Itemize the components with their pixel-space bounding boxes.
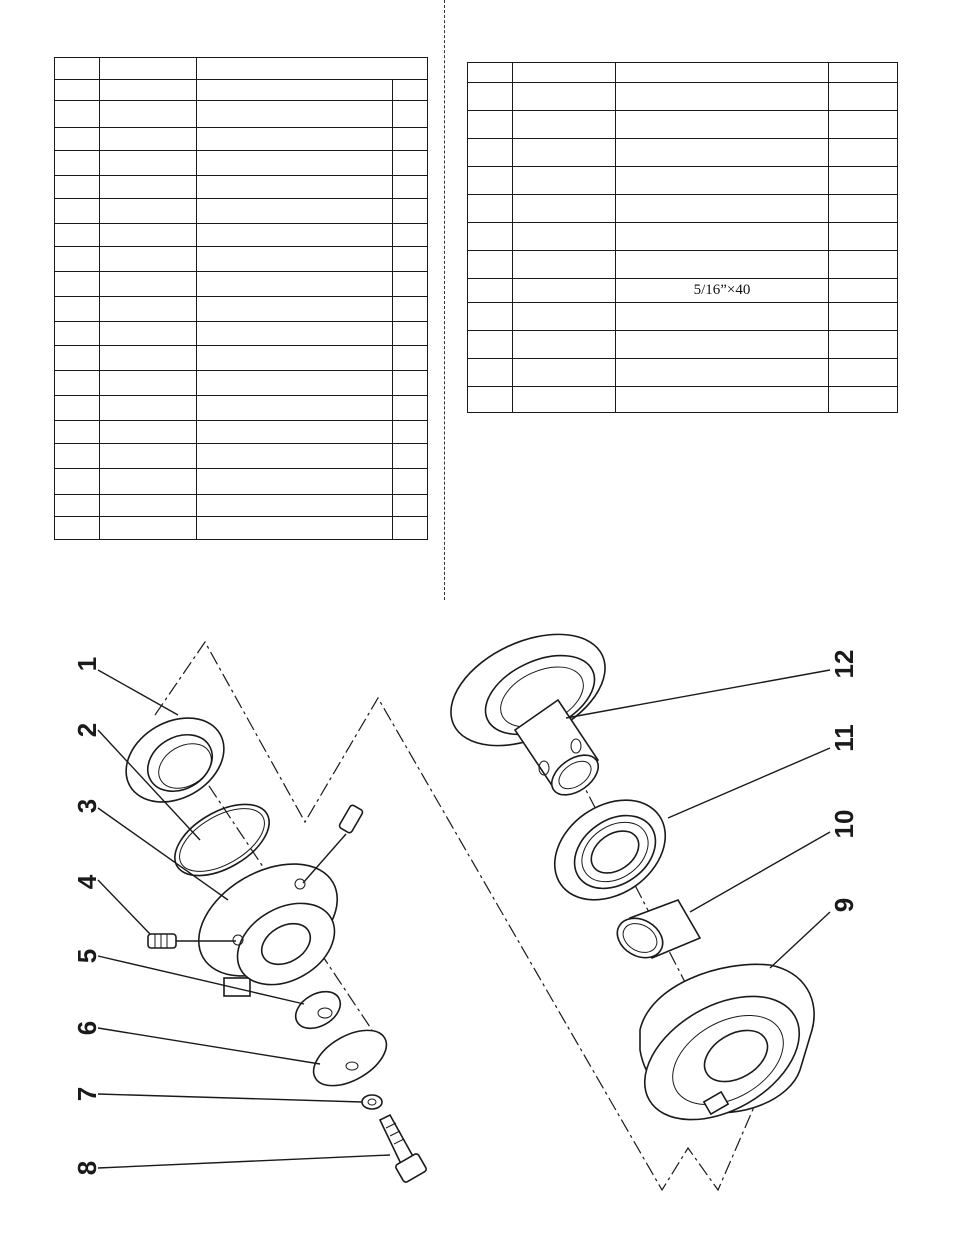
table-row xyxy=(55,80,428,101)
table-cell xyxy=(100,58,197,80)
table-row xyxy=(55,495,428,517)
table-row xyxy=(468,251,898,279)
table-cell xyxy=(468,83,513,111)
table-cell xyxy=(393,224,428,247)
table-cell xyxy=(393,199,428,224)
part-10-bushing xyxy=(610,900,700,966)
table-cell xyxy=(197,224,393,247)
table-row xyxy=(55,396,428,421)
callout-12: 12 xyxy=(829,649,859,679)
leader-6 xyxy=(98,1028,320,1064)
table-cell xyxy=(100,444,197,469)
callout-2: 2 xyxy=(72,722,102,738)
table-cell xyxy=(100,297,197,322)
table-cell xyxy=(468,223,513,251)
table-cell xyxy=(513,139,616,167)
table-cell xyxy=(393,396,428,421)
callout-4: 4 xyxy=(72,874,102,890)
table-cell xyxy=(100,495,197,517)
table-cell xyxy=(616,359,829,387)
table-cell xyxy=(393,151,428,176)
table-cell xyxy=(393,421,428,444)
table-row xyxy=(55,346,428,371)
table-row xyxy=(468,279,898,303)
table-cell xyxy=(393,297,428,322)
table-row xyxy=(468,387,898,413)
table-cell xyxy=(616,223,829,251)
table-row xyxy=(55,101,428,128)
table-cell xyxy=(100,272,197,297)
table-row xyxy=(468,167,898,195)
table-cell xyxy=(55,101,100,128)
table-row xyxy=(468,223,898,251)
table-cell xyxy=(55,371,100,396)
table-cell xyxy=(513,111,616,139)
table-row xyxy=(55,199,428,224)
table-cell xyxy=(468,387,513,413)
table-cell xyxy=(468,63,513,83)
callout-10: 10 xyxy=(829,809,859,839)
table-cell xyxy=(468,139,513,167)
table-cell xyxy=(197,58,428,80)
table-cell: 5/16”×40 xyxy=(616,279,829,303)
table-cell xyxy=(55,80,100,101)
column-divider xyxy=(444,0,445,600)
table-cell xyxy=(616,387,829,413)
table-cell xyxy=(393,322,428,346)
table-cell xyxy=(829,387,898,413)
table-row xyxy=(55,444,428,469)
table-cell xyxy=(468,251,513,279)
table-cell xyxy=(616,139,829,167)
table-cell xyxy=(55,272,100,297)
table-cell xyxy=(393,80,428,101)
table-cell xyxy=(616,111,829,139)
leader-8 xyxy=(98,1155,390,1168)
table-cell xyxy=(468,359,513,387)
table-row xyxy=(468,359,898,387)
table-cell xyxy=(100,322,197,346)
leader-4 xyxy=(98,880,150,934)
table-cell xyxy=(616,303,829,331)
table-row xyxy=(55,371,428,396)
callout-7: 7 xyxy=(72,1086,102,1102)
part-8-hex-bolt xyxy=(380,1115,427,1183)
table-cell xyxy=(468,195,513,223)
table-row xyxy=(55,151,428,176)
table-cell xyxy=(197,272,393,297)
table-cell xyxy=(197,346,393,371)
table-cell xyxy=(55,199,100,224)
leader-9 xyxy=(770,912,830,968)
table-cell xyxy=(829,331,898,359)
callout-3: 3 xyxy=(72,798,102,814)
table-cell xyxy=(468,167,513,195)
table-cell xyxy=(513,251,616,279)
table-cell xyxy=(616,195,829,223)
part-6-washer xyxy=(304,1019,395,1097)
table-cell xyxy=(197,199,393,224)
table-cell xyxy=(197,297,393,322)
table-cell xyxy=(829,83,898,111)
table-cell xyxy=(468,279,513,303)
table-row xyxy=(468,303,898,331)
table-cell xyxy=(197,80,393,101)
table-row xyxy=(468,83,898,111)
part-12-spindle-flange xyxy=(433,612,622,803)
table-cell xyxy=(197,517,393,540)
table-cell xyxy=(100,128,197,151)
table-cell xyxy=(55,322,100,346)
table-row xyxy=(468,139,898,167)
leader-3 xyxy=(98,808,228,900)
table-row xyxy=(55,247,428,272)
table-cell xyxy=(393,517,428,540)
table-cell xyxy=(513,331,616,359)
table-cell xyxy=(393,272,428,297)
table-cell xyxy=(393,247,428,272)
table-row xyxy=(468,195,898,223)
table-cell xyxy=(829,63,898,83)
table-cell xyxy=(55,176,100,199)
part-9-pulley-housing xyxy=(623,964,820,1145)
table-row xyxy=(55,58,428,80)
part-3-hub xyxy=(179,841,357,1001)
table-cell xyxy=(468,331,513,359)
part-5-spacer xyxy=(289,984,347,1036)
leader-11 xyxy=(668,748,830,818)
table-cell xyxy=(197,176,393,199)
table-cell xyxy=(616,63,829,83)
table-cell xyxy=(100,151,197,176)
table-cell xyxy=(100,421,197,444)
table-cell xyxy=(100,517,197,540)
table-row xyxy=(55,297,428,322)
callout-1: 1 xyxy=(72,656,102,672)
table-cell xyxy=(100,80,197,101)
table-row xyxy=(468,63,898,83)
table-row xyxy=(55,469,428,495)
table-cell xyxy=(197,421,393,444)
table-cell xyxy=(197,495,393,517)
table-cell xyxy=(100,199,197,224)
table-cell xyxy=(393,444,428,469)
leader-12 xyxy=(566,670,830,718)
table-cell xyxy=(197,128,393,151)
table-cell xyxy=(197,469,393,495)
callout-11: 11 xyxy=(829,724,859,752)
table-cell xyxy=(513,63,616,83)
table-cell xyxy=(100,371,197,396)
table-row xyxy=(55,517,428,540)
table-cell xyxy=(197,247,393,272)
table-cell xyxy=(829,223,898,251)
table-cell xyxy=(55,469,100,495)
table-row xyxy=(55,421,428,444)
table-cell xyxy=(100,396,197,421)
table-cell xyxy=(616,251,829,279)
table-row xyxy=(55,224,428,247)
table-cell xyxy=(197,444,393,469)
table-cell xyxy=(829,359,898,387)
table-cell xyxy=(393,469,428,495)
table-cell xyxy=(393,495,428,517)
table-cell xyxy=(513,195,616,223)
exploded-view-diagram xyxy=(0,600,954,1235)
leader-1 xyxy=(98,670,178,715)
table-cell xyxy=(393,176,428,199)
table-row xyxy=(468,331,898,359)
table-cell xyxy=(616,167,829,195)
table-cell xyxy=(513,167,616,195)
table-cell xyxy=(616,83,829,111)
table-cell xyxy=(468,303,513,331)
table-cell xyxy=(55,297,100,322)
table-cell xyxy=(393,101,428,128)
table-cell xyxy=(513,223,616,251)
table-row xyxy=(55,272,428,297)
table-row xyxy=(55,176,428,199)
table-cell xyxy=(197,396,393,421)
table-cell xyxy=(100,346,197,371)
table-row xyxy=(55,322,428,346)
table-cell xyxy=(197,151,393,176)
part-7-lock-washer xyxy=(362,1095,382,1109)
table-cell xyxy=(197,371,393,396)
table-cell xyxy=(55,444,100,469)
table-cell xyxy=(55,495,100,517)
table-row xyxy=(55,128,428,151)
table-cell xyxy=(829,195,898,223)
table-cell xyxy=(100,224,197,247)
table-cell xyxy=(616,331,829,359)
table-cell xyxy=(513,387,616,413)
table-cell xyxy=(55,247,100,272)
table-cell xyxy=(100,101,197,128)
table-cell xyxy=(829,251,898,279)
table-row xyxy=(468,111,898,139)
table-cell xyxy=(829,303,898,331)
callout-9: 9 xyxy=(829,897,859,913)
table-cell xyxy=(829,279,898,303)
table-cell xyxy=(197,322,393,346)
table-cell xyxy=(513,83,616,111)
table-cell xyxy=(393,128,428,151)
table-cell xyxy=(197,101,393,128)
callout-5: 5 xyxy=(72,948,102,964)
table-cell xyxy=(55,346,100,371)
parts-table-right xyxy=(467,62,898,413)
part-11-bearing xyxy=(536,780,685,921)
leader-7 xyxy=(98,1094,362,1102)
table-cell xyxy=(829,167,898,195)
table-cell xyxy=(55,421,100,444)
table-cell xyxy=(513,279,616,303)
callout-6: 6 xyxy=(72,1020,102,1036)
parts-table-left xyxy=(54,57,428,540)
table-cell xyxy=(393,346,428,371)
table-cell xyxy=(100,469,197,495)
table-cell xyxy=(829,139,898,167)
table-cell xyxy=(55,517,100,540)
table-cell xyxy=(468,111,513,139)
table-cell xyxy=(100,247,197,272)
leader-10 xyxy=(690,832,830,912)
table-cell xyxy=(55,151,100,176)
callout-8: 8 xyxy=(72,1160,102,1176)
table-cell xyxy=(55,58,100,80)
table-cell xyxy=(55,224,100,247)
table-cell xyxy=(513,303,616,331)
table-cell xyxy=(829,111,898,139)
table-cell xyxy=(55,128,100,151)
table-cell xyxy=(100,176,197,199)
table-cell xyxy=(393,371,428,396)
table-cell xyxy=(513,359,616,387)
table-cell xyxy=(55,396,100,421)
